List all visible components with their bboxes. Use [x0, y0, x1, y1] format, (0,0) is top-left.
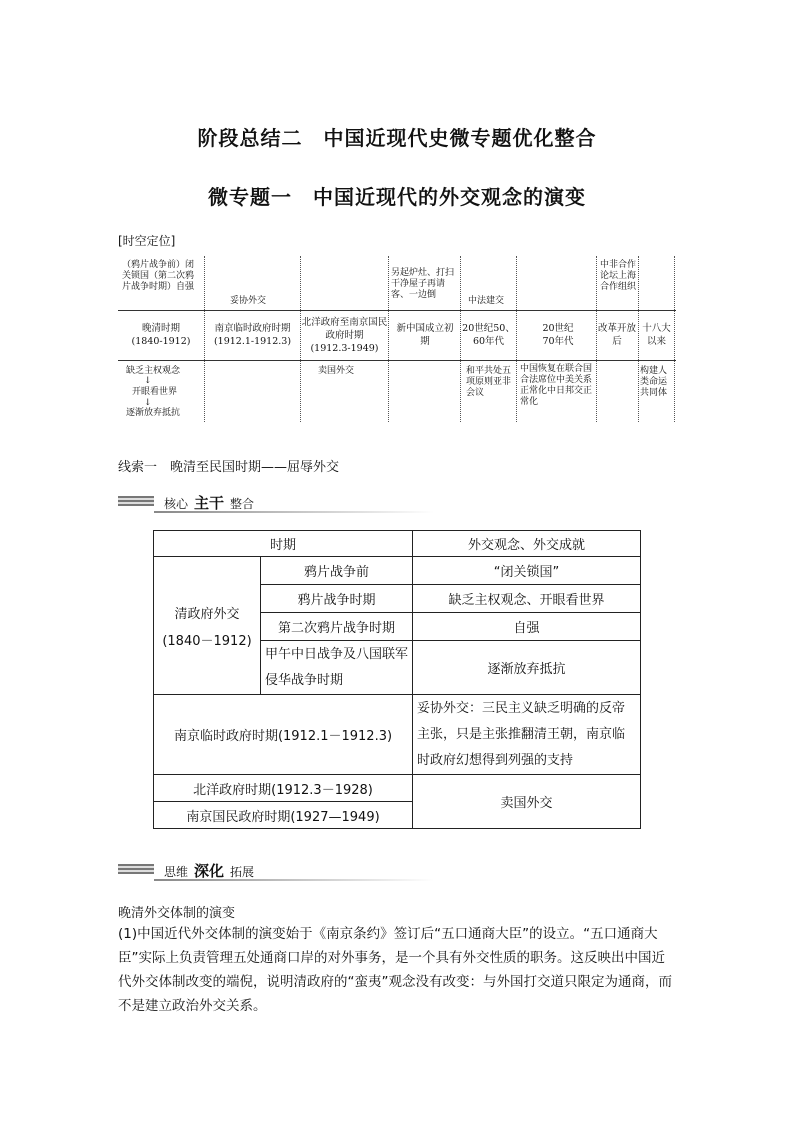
section-label: [时空定位]: [118, 234, 176, 248]
summary-table: [153, 530, 641, 829]
table-row: 缺乏主权观念、开眼看世界: [413, 585, 641, 613]
timeline-beiyang: 卖国外交: [318, 366, 355, 376]
arrow-down-icon: ↓: [144, 376, 152, 386]
subheading: 晚清外交体制的演变: [118, 906, 236, 921]
paragraph: (1)中国近代外交体制的演变始于《南京条约》签订后“五口通商大臣”的设立。“五口通商大臣”实际上负责管理五处通商口岸的对外事务，是一个具有外交性质的职务。这反映出中国近代外交体制改变的端倪，说明清政府的“蛮夷”观念没有改变：与外国打交道只限定为通商，而不是建立政治外交关系。: [118, 926, 672, 1014]
clue-heading: 线索一 晚清至民国时期——屈辱外交: [118, 460, 340, 475]
timeline-period-newchina: 新中国成立初期: [396, 323, 454, 347]
timeline-top-qing: （鸦片战争前）闭关锁国（第二次鸦片战争时期）自强: [122, 260, 195, 292]
timeline-period-qing: 晚清时期 (1840-1912): [131, 323, 191, 347]
table-row: 鸦片战争前: [261, 557, 413, 585]
banner-core: 核心 主干 整合: [118, 494, 438, 516]
timeline-period-reform: 改革开放后: [597, 323, 636, 347]
table-header-concept: 外交观念、外交成就: [413, 531, 641, 557]
table-row: 卖国外交: [413, 775, 641, 829]
timeline-top-nanjing: 妥协外交: [230, 296, 267, 306]
table-row: 南京国民政府时期(1927—1949): [154, 802, 413, 829]
timeline-fifties: 和平共处五项原则亚非会议: [466, 366, 512, 398]
table-row: 鸦片战争时期: [261, 585, 413, 613]
table-row: “闭关锁国”: [413, 557, 641, 585]
page-title: 阶段总结二 中国近现代史微专题优化整合: [197, 126, 597, 150]
timeline-period-seventies: 20世纪70年代: [542, 323, 574, 347]
table-qing: 清政府外交 (1840－1912): [154, 557, 261, 695]
timeline-seventies: 中国恢复在联合国合法席位中美关系正常化中日邦交正常化: [520, 364, 593, 407]
table-row: 妥协外交：三民主义缺乏明确的反帝主张，只是主张推翻清王朝，南京临时政府幻想得到列强的支持: [413, 695, 641, 775]
timeline-qing-3: 逐渐放弃抵抗: [126, 408, 181, 418]
timeline-xi: 构建人类命运共同体: [640, 366, 668, 398]
timeline-top-france: 中法建交: [468, 296, 505, 306]
table-row: 北洋政府时期(1912.3－1928): [154, 775, 413, 802]
table-row: 自强: [413, 613, 641, 641]
timeline-qing-2: 开眼看世界: [132, 387, 178, 397]
timeline-period-xi: 十八大以来: [642, 323, 671, 347]
section-title: 微专题一 中国近现代的外交观念的演变: [208, 185, 586, 209]
timeline-period-fifties: 20世纪50、60年代: [462, 323, 515, 347]
table-row: 第二次鸦片战争时期: [261, 613, 413, 641]
timeline-top-newchina: 另起炉灶、打扫干净屋子再请客、一边倒: [391, 268, 455, 300]
timeline: [118, 256, 676, 422]
banner-deepen: 思维 深化 拓展: [118, 862, 438, 884]
table-row: 南京临时政府时期(1912.1－1912.3): [154, 695, 413, 775]
table-row: 甲午中日战争及八国联军侵华战争时期: [261, 641, 413, 695]
arrow-down-icon: ↓: [144, 398, 152, 408]
timeline-period-nanjing: 南京临时政府时期 (1912.1-1912.3): [213, 323, 292, 347]
table-header-period: 时期: [154, 531, 413, 557]
timeline-top-reform: 中非合作论坛上海合作组织: [600, 260, 637, 292]
timeline-qing-1: 缺乏主权观念: [126, 366, 181, 376]
table-row: 逐渐放弃抵抗: [413, 641, 641, 695]
timeline-period-beiyang: 北洋政府至南京国民政府时期 (1912.3-1949): [301, 316, 388, 354]
